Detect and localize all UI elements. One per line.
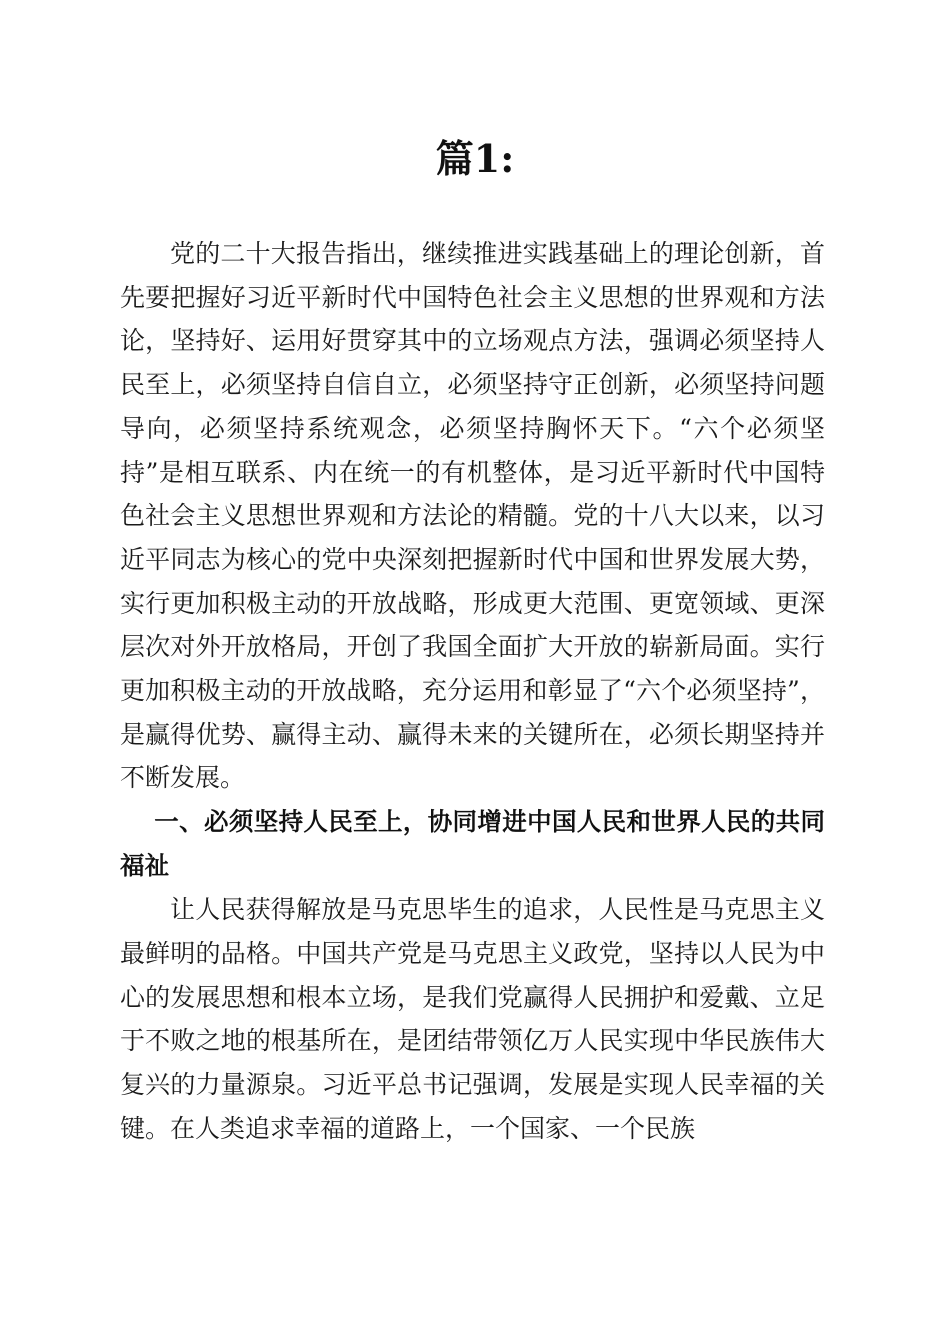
page-title: 篇1: <box>435 136 515 181</box>
section-heading: 一、必须坚持人民至上，协同增进中国人民和世界人民的共同福祉 <box>120 807 825 881</box>
intro-paragraph: 党的二十大报告指出，继续推进实践基础上的理论创新，首先要把握好习近平新时代中国特色社会主义思想的世界观和方法论，坚持好、运用好贯穿其中的立场观点方法，强调必须坚持人民至上，必须坚持自信自立，必须坚持守正创新，必须坚持问题导向，必须坚持系统观念，必须坚持胸怀天下。“六个必须坚持”是相互联系、内在统一的有机整体，是习近平新时代中国特色社会主义思想世界观和方法论的精髓。党的十八大以来，以习近平同志为核心的党中央深刻把握新时代中国和世界发展大势，实行更加积极主动的开放战略，形成更大范围、更宽领域、更深层次对外开放格局，开创了我国全面扩大开放的崭新局面。实行更加积极主动的开放战略，充分运用和彰显了“六个必须坚持”，是赢得优势、赢得主动、赢得未来的关键所在，必须长期坚持并不断发展。 <box>120 239 825 793</box>
document-body <box>120 232 825 1150</box>
section-paragraph: 让人民获得解放是马克思毕生的追求，人民性是马克思主义最鲜明的品格。中国共产党是马克思主义政党，坚持以人民为中心的发展思想和根本立场，是我们党赢得人民拥护和爱戴、立足于不败之地的根基所在，是团结带领亿万人民实现中华民族伟大复兴的力量源泉。习近平总书记强调，发展是实现人民幸福的关键。在人类追求幸福的道路上，一个国家、一个民族 <box>120 895 825 1143</box>
